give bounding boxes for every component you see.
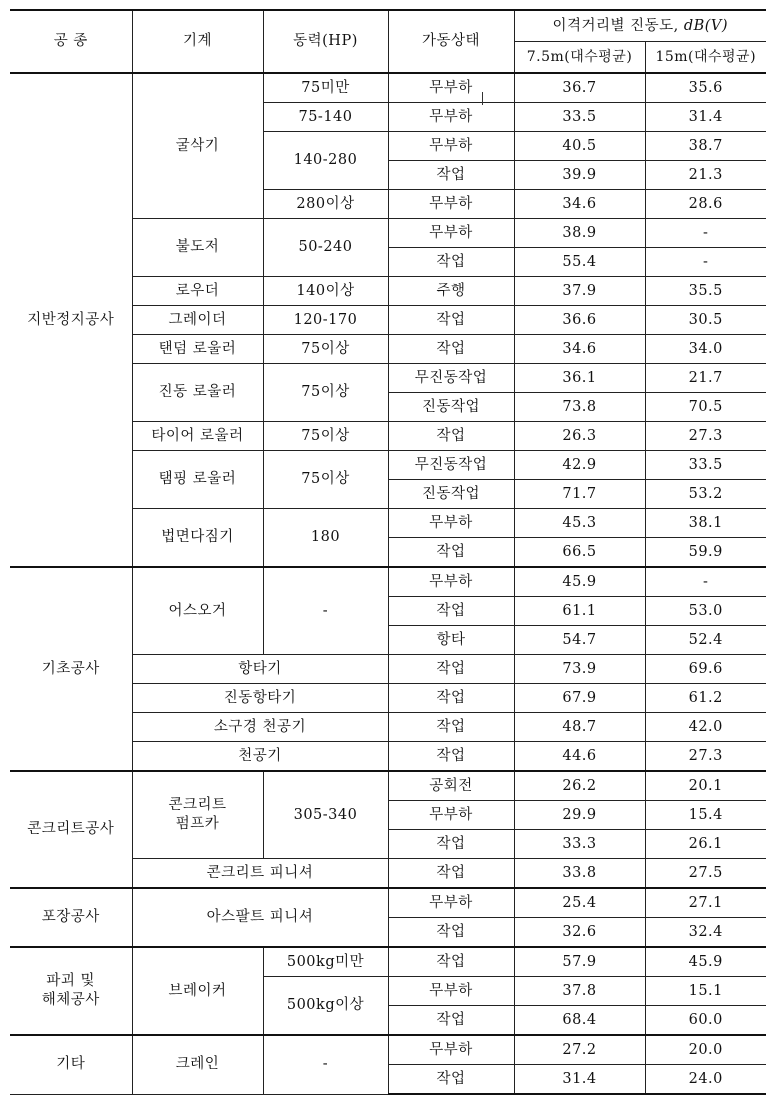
power-cell: 75이상 [263,364,388,422]
power-cell: 500kg미만 [263,947,388,977]
work-type-cell: 지반정지공사 [10,73,132,567]
power-cell: 75미만 [263,73,388,103]
value-7-5m: 26.2 [514,771,645,801]
value-7-5m: 36.1 [514,364,645,393]
value-7-5m: 37.8 [514,977,645,1006]
header-15m: 15m(대수평균) [645,42,766,74]
state-cell: 무부하 [388,190,514,219]
value-15m: 31.4 [645,103,766,132]
state-cell: 작업 [388,1065,514,1095]
header-machine: 기계 [132,10,263,73]
value-15m: - [645,567,766,597]
power-cell: 280이상 [263,190,388,219]
value-7-5m: 67.9 [514,684,645,713]
state-cell: 작업 [388,161,514,190]
table-row [10,947,766,977]
state-cell: 무진동작업 [388,451,514,480]
state-cell: 무진동작업 [388,364,514,393]
work-type-cell: 포장공사 [10,888,132,947]
value-7-5m: 44.6 [514,742,645,772]
header-7-5m: 7.5m(대수평균) [514,42,645,74]
value-15m: 26.1 [645,830,766,859]
state-cell: 작업 [388,422,514,451]
value-15m: 21.7 [645,364,766,393]
header-operation-state: 가동상태 [388,10,514,73]
state-cell: 작업 [388,918,514,948]
machine-cell: 콘크리트 펌프카 [132,771,263,859]
power-cell: 120-170 [263,306,388,335]
value-15m: 61.2 [645,684,766,713]
state-cell: 무부하 [388,132,514,161]
machine-cell: 콘크리트 피니셔 [132,859,388,889]
value-15m: 27.3 [645,742,766,772]
state-cell: 작업 [388,1006,514,1036]
value-7-5m: 68.4 [514,1006,645,1036]
value-15m: 45.9 [645,947,766,977]
value-7-5m: 36.7 [514,73,645,103]
value-7-5m: 48.7 [514,713,645,742]
value-15m: 70.5 [645,393,766,422]
power-cell: 180 [263,509,388,568]
value-15m: 20.1 [645,771,766,801]
value-15m: 28.6 [645,190,766,219]
value-15m: 59.9 [645,538,766,568]
machine-cell: 천공기 [132,742,388,772]
value-7-5m: 36.6 [514,306,645,335]
state-cell: 무부하 [388,977,514,1006]
value-15m: 21.3 [645,161,766,190]
value-15m: 27.1 [645,888,766,918]
header-vibration-by-distance [514,10,766,42]
value-7-5m: 61.1 [514,597,645,626]
value-7-5m: 37.9 [514,277,645,306]
value-15m: 52.4 [645,626,766,655]
power-cell: 75이상 [263,335,388,364]
value-15m: 38.1 [645,509,766,538]
value-15m: 27.5 [645,859,766,889]
value-7-5m: 40.5 [514,132,645,161]
value-7-5m: 38.9 [514,219,645,248]
machine-cell: 진동 로울러 [132,364,263,422]
machine-cell: 브레이커 [132,947,263,1035]
machine-cell: 타이어 로울러 [132,422,263,451]
machine-cell: 크레인 [132,1035,263,1094]
value-15m: 34.0 [645,335,766,364]
table-row [10,567,766,597]
value-7-5m: 45.9 [514,567,645,597]
value-15m: - [645,248,766,277]
value-15m: 42.0 [645,713,766,742]
value-7-5m: 33.8 [514,859,645,889]
value-15m: 69.6 [645,655,766,684]
machine-cell: 불도저 [132,219,263,277]
state-cell: 작업 [388,713,514,742]
value-7-5m: 71.7 [514,480,645,509]
value-7-5m: 45.3 [514,509,645,538]
power-cell: 50-240 [263,219,388,277]
machine-cell: 어스오거 [132,567,263,655]
value-7-5m: 31.4 [514,1065,645,1095]
machine-cell: 탠덤 로울러 [132,335,263,364]
state-cell: 무부하 [388,1035,514,1065]
value-15m: 27.3 [645,422,766,451]
state-cell: 작업 [388,684,514,713]
state-cell: 항타 [388,626,514,655]
value-7-5m: 55.4 [514,248,645,277]
vibration-table [10,9,766,1095]
state-cell: 작업 [388,859,514,889]
value-15m: 60.0 [645,1006,766,1036]
value-15m: 53.2 [645,480,766,509]
value-7-5m: 25.4 [514,888,645,918]
value-15m: - [645,219,766,248]
machine-cell: 로우더 [132,277,263,306]
state-cell: 무부하 [388,73,514,103]
state-cell: 무부하 [388,888,514,918]
power-cell: 75이상 [263,422,388,451]
work-type-cell: 콘크리트공사 [10,771,132,888]
value-7-5m: 39.9 [514,161,645,190]
value-7-5m: 27.2 [514,1035,645,1065]
value-15m: 35.6 [645,73,766,103]
value-15m: 33.5 [645,451,766,480]
value-15m: 35.5 [645,277,766,306]
machine-cell: 그레이더 [132,306,263,335]
machine-cell: 항타기 [132,655,388,684]
machine-cell: 탬핑 로울러 [132,451,263,509]
value-7-5m: 26.3 [514,422,645,451]
value-7-5m: 33.5 [514,103,645,132]
state-cell: 작업 [388,947,514,977]
state-cell: 무부하 [388,103,514,132]
power-cell: 75-140 [263,103,388,132]
value-15m: 15.1 [645,977,766,1006]
state-cell: 주행 [388,277,514,306]
value-7-5m: 32.6 [514,918,645,948]
text-cursor-icon [482,92,489,105]
value-7-5m: 57.9 [514,947,645,977]
power-cell: 500kg이상 [263,977,388,1036]
value-7-5m: 34.6 [514,190,645,219]
header-vibration-unit: dB(V) [683,17,729,34]
table-row [10,888,766,918]
machine-cell: 법면다짐기 [132,509,263,568]
value-15m: 24.0 [645,1065,766,1095]
power-cell: 140이상 [263,277,388,306]
vibration-table-container [10,9,766,1095]
value-15m: 20.0 [645,1035,766,1065]
table-row [10,771,766,801]
machine-cell: 소구경 천공기 [132,713,388,742]
value-15m: 53.0 [645,597,766,626]
state-cell: 공회전 [388,771,514,801]
state-cell: 작업 [388,248,514,277]
header-power: 동력(HP) [263,10,388,73]
state-cell: 무부하 [388,509,514,538]
work-type-cell: 파괴 및 해체공사 [10,947,132,1035]
value-7-5m: 73.8 [514,393,645,422]
value-15m: 30.5 [645,306,766,335]
value-7-5m: 73.9 [514,655,645,684]
state-cell: 무부하 [388,219,514,248]
value-7-5m: 33.3 [514,830,645,859]
state-cell: 진동작업 [388,393,514,422]
power-cell: 305-340 [263,771,388,859]
machine-cell: 굴삭기 [132,73,263,219]
state-cell: 작업 [388,830,514,859]
machine-cell: 진동항타기 [132,684,388,713]
state-cell: 무부하 [388,567,514,597]
state-cell: 작업 [388,335,514,364]
value-15m: 32.4 [645,918,766,948]
table-row [10,1035,766,1065]
header-work-type: 공 종 [10,10,132,73]
state-cell: 무부하 [388,801,514,830]
value-7-5m: 54.7 [514,626,645,655]
state-cell: 작업 [388,306,514,335]
header-vibration-title: 이격거리별 진동도, [552,17,679,34]
power-cell: - [263,1035,388,1094]
state-cell: 작업 [388,655,514,684]
value-15m: 15.4 [645,801,766,830]
work-type-cell: 기타 [10,1035,132,1094]
state-cell: 작업 [388,742,514,772]
state-cell: 작업 [388,538,514,568]
machine-cell: 아스팔트 피니셔 [132,888,388,947]
power-cell: - [263,567,388,655]
value-15m: 38.7 [645,132,766,161]
power-cell: 140-280 [263,132,388,190]
value-7-5m: 29.9 [514,801,645,830]
value-7-5m: 42.9 [514,451,645,480]
table-row [10,73,766,103]
state-cell: 작업 [388,597,514,626]
power-cell: 75이상 [263,451,388,509]
state-cell: 진동작업 [388,480,514,509]
work-type-cell: 기초공사 [10,567,132,771]
value-7-5m: 34.6 [514,335,645,364]
value-7-5m: 66.5 [514,538,645,568]
